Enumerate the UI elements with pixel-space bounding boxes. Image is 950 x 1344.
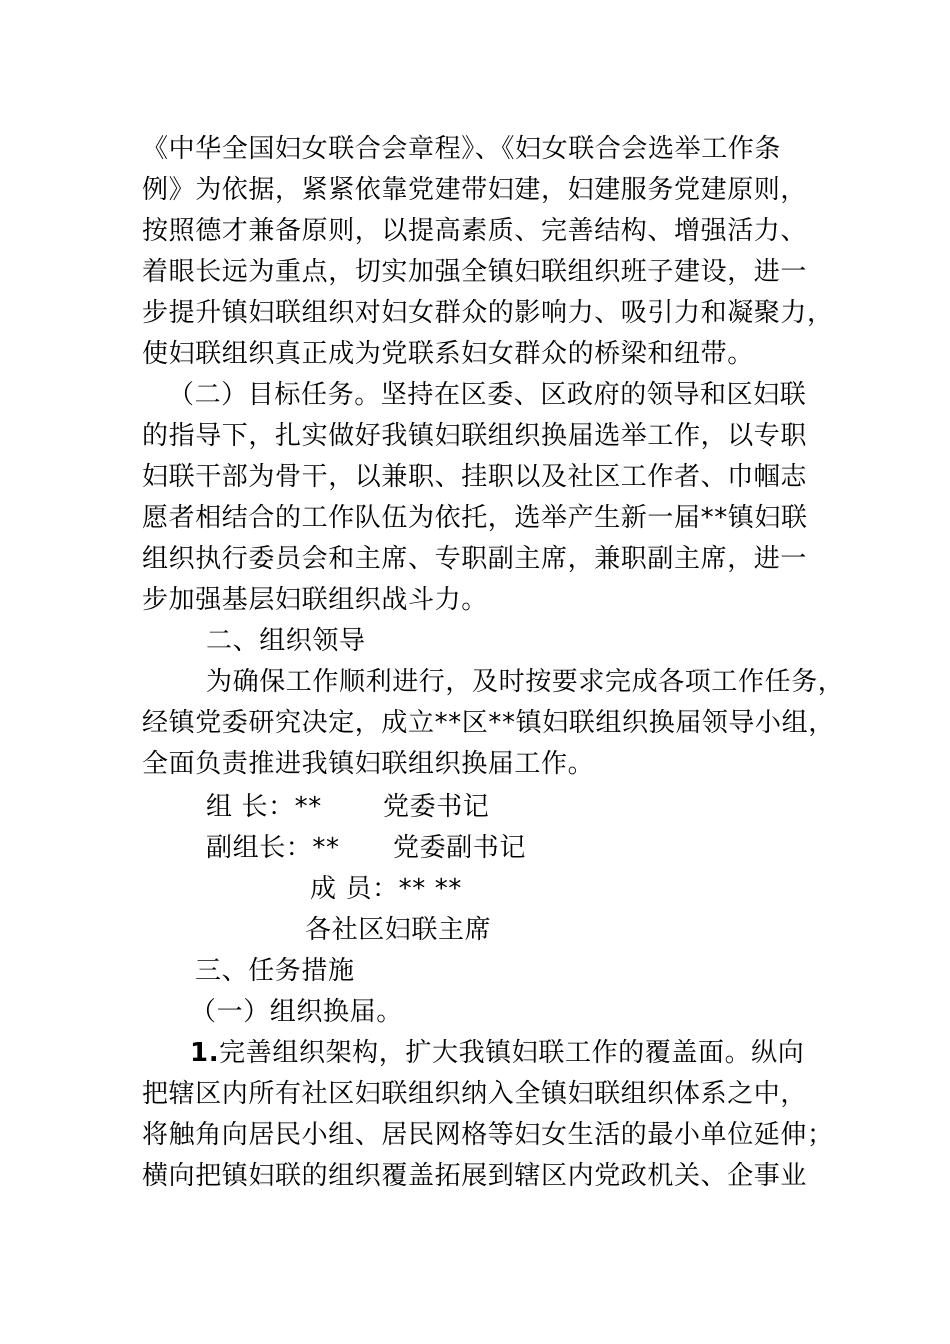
text-line: 使妇联组织真正成为党联系妇女群众的桥梁和纽带。 [142, 339, 754, 369]
text-line: （二）目标任务。坚持在区委、区政府的领导和区妇联 [168, 380, 807, 410]
text-line: 妇联干部为骨干，以兼职、挂职以及社区工作者、巾帼志 [142, 462, 808, 492]
item-line [190, 1032, 804, 1074]
item-text: 完善组织架构，扩大我镇妇联工作的覆盖面。纵向 [219, 1038, 805, 1068]
text-line: 为确保工作顺利进行，及时按要求完成各项工作任务， [206, 667, 845, 697]
text-line: 例》为依据，紧紧依靠党建带妇建，妇建服务党建原则， [142, 175, 808, 205]
text-line: 步提升镇妇联组织对妇女群众的影响力、吸引力和凝聚力， [142, 298, 834, 328]
text-line: 横向把镇妇联的组织覆盖拓展到辖区内党政机关、企事业 [142, 1161, 808, 1191]
deputy-title: 党委副书记 [393, 833, 527, 863]
section-heading: 三、任务措施 [195, 956, 355, 986]
text-line: 着眼长远为重点，切实加强全镇妇联组织班子建设，进一 [142, 257, 808, 287]
leader-label: 组 长：** [206, 792, 322, 822]
item-number: 1. [190, 1038, 220, 1068]
deputy-label: 副组长：** [206, 833, 340, 863]
text-line: 把辖区内所有社区妇联组织纳入全镇妇联组织体系之中， [142, 1079, 808, 1109]
text-line: 全面负责推进我镇妇联组织换届工作。 [142, 749, 595, 779]
text-line: 按照德才兼备原则，以提高素质、完善结构、增强活力、 [142, 216, 808, 246]
sub-heading: （一）组织换届。 [190, 997, 403, 1027]
text-line: 步加强基层妇联组织战斗力。 [142, 585, 488, 615]
text-line: 愿者相结合的工作队伍为依托，选举产生新一届**镇妇联 [142, 503, 808, 533]
text-line: 将触角向居民小组、居民网格等妇女生活的最小单位延伸； [142, 1120, 834, 1150]
text-line: 组织执行委员会和主席、专职副主席，兼职副主席，进一 [142, 544, 808, 574]
text-line: 的指导下，扎实做好我镇妇联组织换届选举工作，以专职 [142, 421, 808, 451]
leader-title: 党委书记 [383, 792, 490, 822]
member-label: 成 员：** ** [310, 874, 462, 904]
text-line: 《中华全国妇女联合会章程》、《妇女联合会选举工作条 [142, 134, 782, 164]
text-line: 经镇党委研究决定，成立**区**镇妇联组织换届领导小组， [142, 708, 835, 738]
section-heading: 二、组织领导 [206, 626, 366, 656]
member-extra: 各社区妇联主席 [305, 915, 492, 945]
